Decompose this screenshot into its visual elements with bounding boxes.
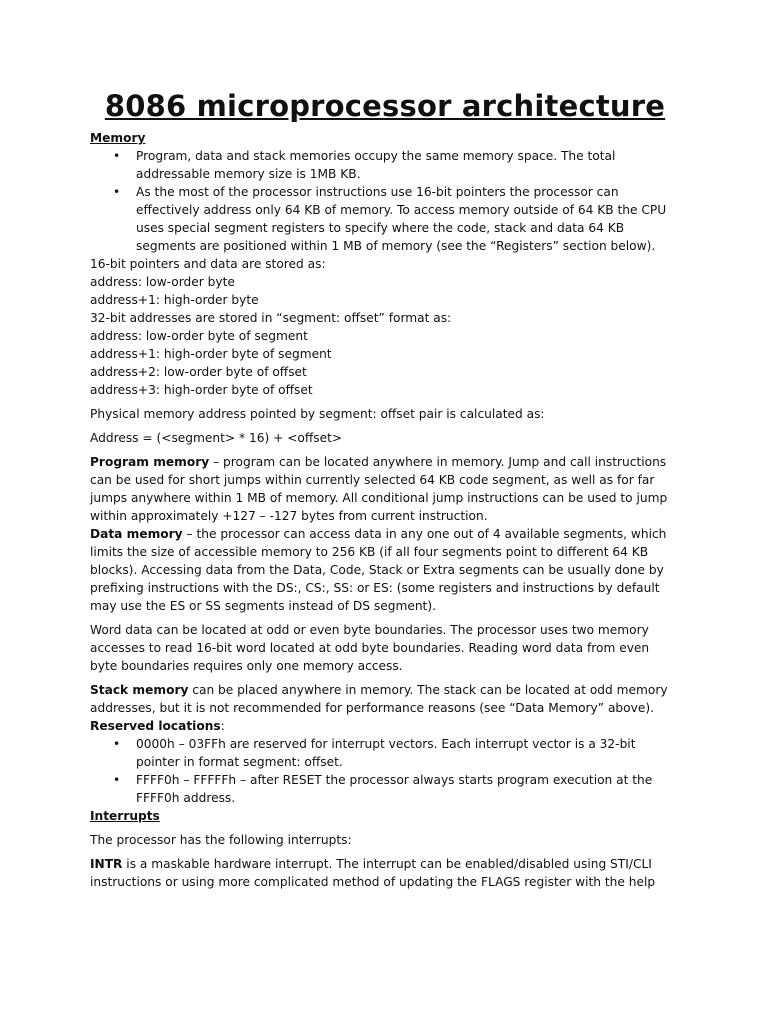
text-line: 32-bit addresses are stored in “segment: offset” format as: (90, 311, 452, 325)
text-line: 16-bit pointers and data are stored as: (90, 257, 326, 271)
stack-memory-paragraph (90, 681, 680, 717)
reserved-locations-heading (90, 717, 680, 735)
text-line: address: low-order byte (90, 275, 235, 289)
intr-text: is a maskable hardware interrupt. The interrupt can be enabled/disabled using STI/CLI instructions or using more complicated method of updating the FLAGS register with the help (90, 857, 656, 889)
reserved-locations-colon: : (220, 719, 225, 733)
physical-address-line: Physical memory address pointed by segment: offset pair is calculated as: (90, 407, 545, 421)
intr-paragraph (90, 855, 680, 891)
text-line: address+1: high-order byte of segment (90, 347, 332, 361)
stack-memory-label: Stack memory (90, 683, 189, 697)
reserved-bullet-list (90, 735, 680, 807)
address-formula: Address = (<segment> * 16) + <offset> (90, 431, 343, 445)
text-line: address+1: high-order byte (90, 293, 259, 307)
program-memory-label: Program memory (90, 455, 210, 469)
program-memory-paragraph (90, 453, 680, 525)
list-item: • 0000h – 03FFh are reserved for interrupt vectors. Each interrupt vector is a 32-bit pointer in format segment: offset. (90, 735, 680, 771)
page-title: 8086 microprocessor architecture (104, 89, 666, 123)
reserved-locations-label: Reserved locations (90, 719, 221, 733)
list-item: • As the most of the processor instructions use 16-bit pointers the processor can effectively address only 64 KB of memory. To access memory outside of 64 KB the CPU uses special segment registers to specify where the code, stack and data 64 KB segments are positioned within 1 MB of memory (see the “Registers” section below). (90, 183, 680, 255)
list-item: • Program, data and stack memories occupy the same memory space. The total addressable memory size is 1MB KB. (90, 147, 680, 183)
interrupts-intro: The processor has the following interrupts: (90, 833, 352, 847)
memory-heading: Memory (90, 131, 146, 145)
data-memory-label: Data memory (90, 527, 183, 541)
data-memory-text: – the processor can access data in any one out of 4 available segments, which limits the size of accessible memory to 256 KB (if all four segments point to different 64 KB blocks). Accessing data from the Data, Code, Stack or Extra segments can be usually done by prefixing instructions with the DS:, CS:, SS: or ES: (some registers and instructions by default may use the ES or SS segments instead of DS segment). (90, 527, 667, 613)
data-memory-paragraph (90, 525, 680, 615)
list-item: • FFFF0h – FFFFFh – after RESET the processor always starts program execution at the FFFF0h address. (90, 771, 680, 807)
program-memory-text: – program can be located anywhere in memory. Jump and call instructions can be used for short jumps within currently selected 64 KB code segment, as well as for far jumps anywhere within 1 MB of memory. All conditional jump instructions can be used to jump within approximately +127 – -127 bytes from current instruction. (90, 455, 668, 523)
word-data-paragraph: Word data can be located at odd or even byte boundaries. The processor uses two memory accesses to read 16-bit word located at odd byte boundaries. Reading word data from even byte boundaries requires only one memory access. (90, 623, 650, 673)
intr-label: INTR (90, 857, 123, 871)
stack-memory-text: can be placed anywhere in memory. The stack can be located at odd memory addresses, but it is not recommended for performance reasons (see “Data Memory” above). (90, 683, 668, 715)
text-line: address+3: high-order byte of offset (90, 383, 313, 397)
text-line: address+2: low-order byte of offset (90, 365, 307, 379)
document-page (90, 88, 680, 891)
text-line: address: low-order byte of segment (90, 329, 308, 343)
interrupts-heading: Interrupts (90, 809, 160, 823)
memory-bullet-list (90, 147, 680, 255)
